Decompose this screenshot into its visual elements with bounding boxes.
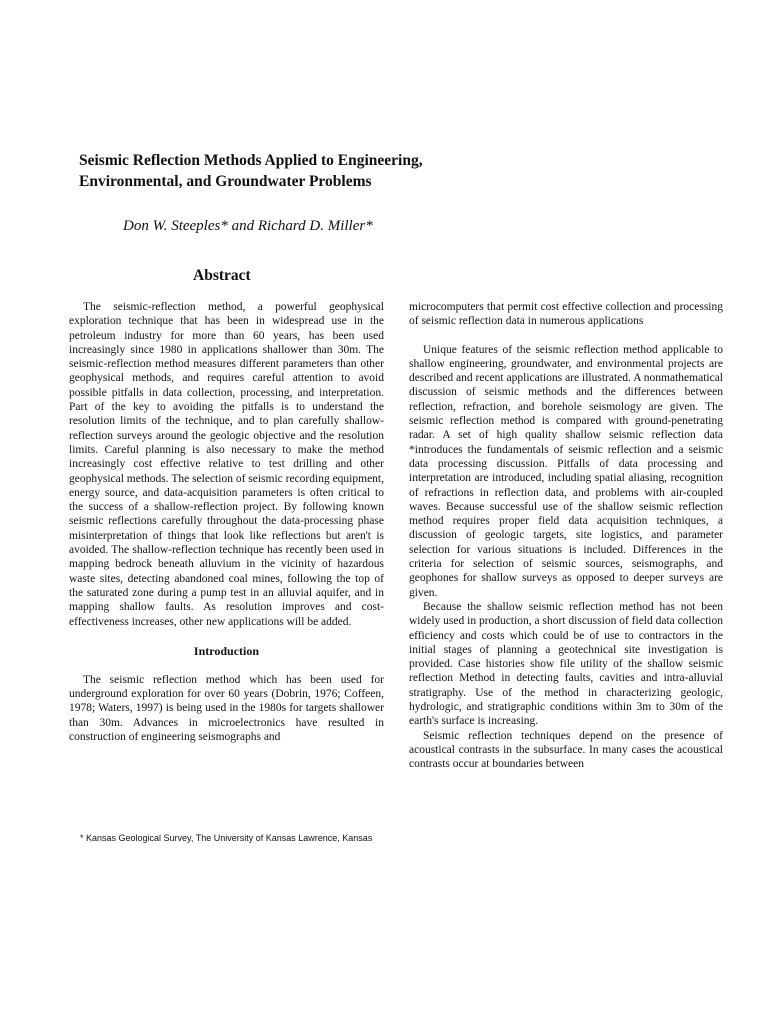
right-column <box>409 300 723 772</box>
introduction-continued-paragraph: microcomputers that permit cost effective collection and processing of seismic reflection data in numerous applications <box>409 301 723 328</box>
title-line-1: Seismic Reflection Methods Applied to Engineering, <box>79 152 423 169</box>
features-paragraph: Unique features of the seismic reflection method applicable to shallow engineering, groundwater, and environmental projects are described and recent applications are illustrated. A nonmathematical discussion of seismic methods and the differences between reflection, refraction, and borehole seismology are given. The seismic reflection method is compared with ground-penetrating radar. A set of high quality shallow seismic reflection data *introduces the fundamentals of seismic reflection and a seismic data processing discussion. Pitfalls of data processing and interpretation are introduced, including spatial aliasing, recognition of refractions in reflection data, and problems with air-coupled waves. Because successful use of the shallow seismic reflection method requires proper field data acquisition techniques, a discussion of geologic targets, site logistics, and parameter selection for various situations is included. Differences in the criteria for selection of seismic sources, seismographs, and geophones for shallow surveys as opposed to deeper surveys are given. <box>409 343 723 599</box>
introduction-heading: Introduction <box>193 643 260 658</box>
abstract-heading: Abstract <box>193 267 251 284</box>
production-paragraph: Because the shallow seismic reflection method has not been widely used in production, a short discussion of field data collection efficiency and costs which could be of use to contractors in the initial stages of planning a geotechnical site investigation is provided. Case histories show file utility of the shallow seismic reflection Method in detecting faults, cavities and intra-alluvial stratigraphy. Use of the method in characterizing geologic, hydrologic, and stratigraphic conditions within 3m to 30m of the earth's surface is increasing. <box>409 600 723 728</box>
title-line-2: Environmental, and Groundwater Problems <box>79 173 372 190</box>
abstract-paragraph: The seismic-reflection method, a powerful geophysical exploration technique that has been in widespread use in the petroleum industry for more than 60 years, has been used increasingly since 1980 in applications shallower than 30m. The seismic-reflection method measures different parameters than other geophysical methods, and requires careful attention to avoid possible pitfalls in data collection, processing, and interpretation. Part of the key to avoiding the pitfalls is to understand the resolution limits of the technique, and to plan carefully shallow-reflection surveys around the geologic objective and the resolution limits. Careful planning is also necessary to make the method increasingly cost effective relative to test drilling and other geophysical methods. The selection of seismic recording equipment, energy source, and data-acquisition parameters is often critical to the success of a shallow-reflection project. By following known seismic reflections carefully throughout the data-processing phase misinterpretation of things that look like reflections but aren't is avoided. The shallow-reflection technique has recently been used in mapping bedrock beneath alluvium in the vicinity of hazardous waste sites, detecting abandoned coal mines, following the top of the saturated zone during a pump test in an alluvial aquifer, and in mapping shallow faults. As resolution improves and cost-effectiveness increases, other new applications will be added. <box>69 301 384 628</box>
introduction-paragraph: The seismic reflection method which has been used for underground exploration for over 60 years (Dobrin, 1976; Coffeen, 1978; Waters, 1997) is being used in the 1980s for targets shallower than 30m. Advances in microelectronics have resulted in construction of engineering seismographs and <box>69 673 384 744</box>
acoustic-contrast-paragraph: Seismic reflection techniques depend on the presence of acoustical contrasts in the subsurface. In many cases the acoustical contrasts occur at boundaries between <box>409 729 723 771</box>
left-column <box>69 300 384 744</box>
paper-title <box>79 150 519 192</box>
affiliation-footnote: * Kansas Geological Survey, The University of Kansas Lawrence, Kansas <box>80 833 373 843</box>
authors: Don W. Steeples* and Richard D. Miller* <box>123 218 373 234</box>
